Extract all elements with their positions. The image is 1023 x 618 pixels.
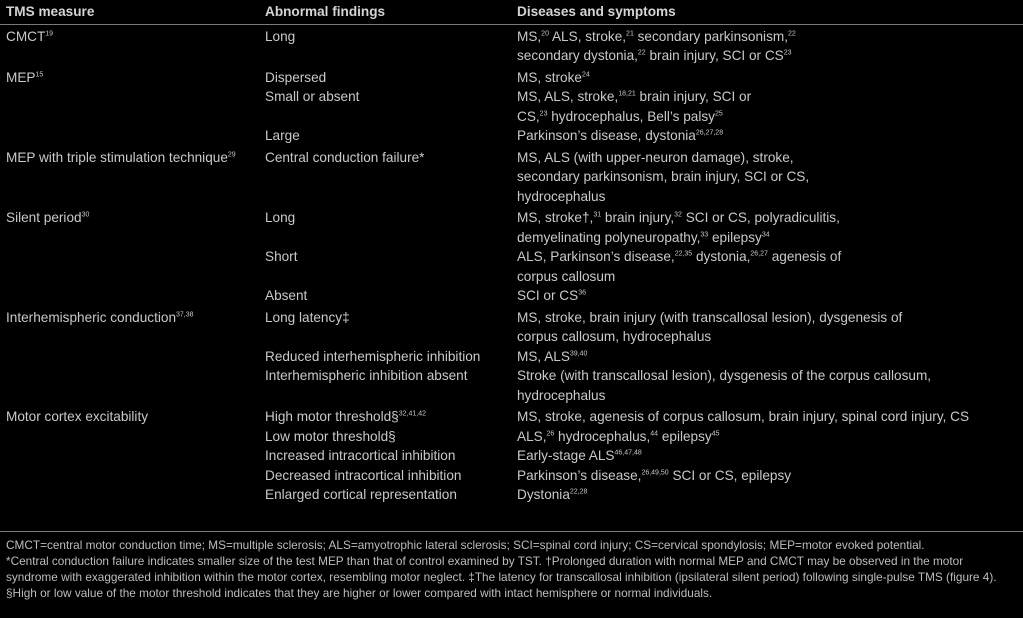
reference-superscript: 23 [539, 109, 548, 117]
table-row [0, 247, 1023, 286]
header-divider [0, 24, 1023, 25]
disease-text: MS, stroke, agenesis of corpus callosum, brain injury, spinal cord injury, CS [517, 409, 970, 424]
disease-text: MS, ALS [517, 348, 570, 364]
abnormal-finding-label: Low motor threshold§ [265, 428, 396, 444]
abnormal-finding-label: Central conduction failure* [265, 149, 425, 165]
disease-text: secondary dystonia, [517, 48, 638, 63]
abnormal-finding-cell [265, 66, 517, 88]
disease-text: ALS, [517, 428, 547, 444]
tms-measure-cell [0, 87, 265, 126]
diseases-cell [517, 446, 1023, 466]
abnormal-finding-label: Increased intracortical inhibition [265, 448, 456, 463]
reference-superscript: 31 [593, 211, 602, 219]
disease-text: SCI or CS [517, 288, 579, 303]
abnormal-finding-label: Long [265, 28, 296, 44]
diseases-cell [517, 25, 1023, 66]
table-row [0, 126, 1023, 146]
table-bottom-divider [0, 531, 1023, 532]
diseases-cell [517, 87, 1023, 126]
disease-text: MS, stroke†, [517, 210, 594, 225]
abnormal-finding-cell [265, 146, 517, 207]
table-row [0, 286, 1023, 306]
reference-superscript: 45 [711, 429, 720, 437]
tms-measure-cell [0, 366, 265, 405]
reference-superscript: 18,21 [618, 90, 636, 98]
reference-superscript: 22,28 [569, 488, 588, 496]
reference-superscript: 29 [227, 150, 236, 158]
table-row [0, 405, 1023, 427]
tms-measure-cell [0, 485, 265, 505]
abnormal-finding-label: Absent [265, 288, 308, 303]
table-row [0, 466, 1023, 486]
diseases-cell [517, 206, 1023, 247]
table-row [0, 446, 1023, 466]
disease-text: corpus callosum [517, 268, 616, 284]
diseases-cell [517, 366, 1023, 405]
reference-superscript: 26,49,50 [641, 468, 669, 476]
table-row [0, 427, 1023, 447]
reference-superscript: 33 [700, 230, 709, 238]
abnormal-finding-cell [265, 466, 517, 486]
disease-text: MS, ALS, stroke, [517, 89, 619, 104]
disease-text: hydrocephalus [517, 188, 606, 204]
table-body [0, 25, 1023, 505]
diseases-cell [517, 66, 1023, 88]
disease-text: brain injury, SCI or CS [645, 48, 784, 63]
abnormal-finding-cell [265, 446, 517, 466]
disease-text: brain injury, [601, 210, 675, 225]
abnormal-finding-label: Long latency‡ [265, 309, 350, 325]
abnormal-finding-label: High motor threshold§ [265, 409, 399, 424]
abnormal-finding-label: Large [265, 128, 300, 143]
table-row [0, 25, 1023, 66]
reference-superscript: 26 [546, 429, 555, 437]
abnormal-finding-cell [265, 87, 517, 126]
reference-superscript: 30 [81, 211, 90, 219]
tms-measure-cell [0, 306, 265, 347]
disease-text: Parkinson’s disease, [517, 467, 642, 483]
reference-superscript: 15 [35, 70, 44, 78]
reference-superscript: 36 [578, 289, 586, 297]
abnormal-finding-label: Reduced interhemispheric inhibition [265, 348, 481, 364]
tms-measure-label: MEP [6, 69, 36, 85]
tms-measure-cell [0, 66, 265, 88]
diseases-cell [517, 126, 1023, 146]
abnormal-finding-label: Dispersed [265, 69, 327, 85]
abnormal-finding-cell [265, 126, 517, 146]
disease-text: Parkinson’s disease, dystonia [517, 128, 696, 143]
tms-measure-cell [0, 126, 265, 146]
header-diseases-symptoms: Diseases and symptoms [517, 4, 676, 19]
table-header-row [0, 0, 1023, 25]
table-footnotes [6, 537, 1016, 601]
footnote-abbreviations: CMCT=central motor conduction time; MS=multiple sclerosis; ALS=amyotrophic lateral sclerosis; SCI=spinal cord injury; CS=cervical spondylosis; MEP=motor evoked potential. [6, 538, 925, 552]
disease-text: secondary parkinsonism, [633, 28, 788, 44]
header-tms-measure: TMS measure [6, 4, 95, 19]
tms-measure-cell [0, 25, 265, 66]
tms-measure-label: Motor cortex excitability [6, 409, 149, 424]
tms-measure-cell [0, 347, 265, 367]
tms-measure-cell [0, 405, 265, 427]
disease-text: SCI or CS, epilepsy [668, 467, 792, 483]
abnormal-finding-cell [265, 306, 517, 347]
disease-text: CS, [517, 108, 540, 124]
abnormal-finding-cell [265, 286, 517, 306]
diseases-cell [517, 427, 1023, 447]
disease-text: MS, ALS (with upper-neuron damage), stroke, [517, 149, 794, 165]
tms-measure-cell [0, 247, 265, 286]
table-row [0, 66, 1023, 88]
abnormal-finding-cell [265, 427, 517, 447]
disease-text: demyelinating polyneuropathy, [517, 229, 701, 245]
disease-text: secondary parkinsonism, brain injury, SCI or CS, [517, 169, 810, 184]
table-row [0, 146, 1023, 207]
abnormal-finding-cell [265, 366, 517, 405]
table-row [0, 347, 1023, 367]
disease-text: brain injury, SCI or [635, 89, 752, 104]
table-row [0, 206, 1023, 247]
reference-superscript: 21 [626, 29, 634, 37]
reference-superscript: 32,41,42 [398, 410, 426, 418]
disease-text: dystonia, [692, 249, 751, 264]
disease-text: MS, stroke [517, 69, 582, 85]
abnormal-finding-cell [265, 405, 517, 427]
diseases-cell [517, 306, 1023, 347]
disease-text: hydrocephalus [517, 387, 606, 403]
tms-measure-label: Interhemispheric conduction [6, 309, 177, 325]
abnormal-finding-cell [265, 347, 517, 367]
tms-measure-label: CMCT [6, 28, 46, 44]
abnormal-finding-label: Decreased intracortical inhibition [265, 467, 462, 483]
abnormal-finding-cell [265, 25, 517, 66]
reference-superscript: 46,47,48 [614, 449, 642, 457]
tms-measure-cell [0, 427, 265, 447]
abnormal-finding-label: Long [265, 210, 296, 225]
disease-text: epilepsy [658, 428, 712, 444]
disease-text: agenesis of [767, 249, 842, 264]
abnormal-finding-label: Small or absent [265, 89, 360, 104]
diseases-cell [517, 286, 1023, 306]
disease-text: MS, [517, 28, 542, 44]
reference-superscript: 32 [674, 211, 682, 219]
disease-text: ALS, Parkinson’s disease, [517, 249, 675, 264]
disease-text: hydrocephalus, [554, 428, 651, 444]
reference-superscript: 34 [761, 230, 770, 238]
reference-superscript: 39,40 [569, 349, 588, 357]
footnote-symbols: *Central conduction failure indicates smaller size of the test MEP than that of control examined by TST. †Prolonged duration with normal MEP and CMCT may be observed in the motor syndrome with exaggerated inhibition within the motor cortex, resembling motor neglect. ‡The latency for transcallosal inhibition (ipsilateral silent period) following single-pulse TMS (figure 4). §High or low value of the motor threshold indicates that they are higher or lower compared with intact hemisphere or normal individuals. [6, 554, 997, 600]
disease-text: SCI or CS, polyradiculitis, [681, 210, 840, 225]
tms-measure-cell [0, 286, 265, 306]
reference-superscript: 25 [714, 109, 723, 117]
reference-superscript: 44 [650, 429, 659, 437]
disease-text: epilepsy [708, 229, 762, 245]
disease-text: Stroke (with transcallosal lesion), dysgenesis of the corpus callosum, [517, 368, 932, 383]
reference-superscript: 20 [541, 29, 549, 37]
tms-measure-label: MEP with triple stimulation technique [6, 149, 228, 165]
diseases-cell [517, 485, 1023, 505]
abnormal-finding-cell [265, 247, 517, 286]
tms-measure-cell [0, 446, 265, 466]
reference-superscript: 22 [787, 29, 796, 37]
tms-measure-label: Silent period [6, 210, 82, 225]
reference-superscript: 26,27 [750, 250, 768, 258]
tms-measure-cell [0, 206, 265, 247]
disease-text: corpus callosum, hydrocephalus [517, 329, 712, 344]
diseases-cell [517, 466, 1023, 486]
tms-measure-cell [0, 466, 265, 486]
table-row [0, 485, 1023, 505]
reference-superscript: 23 [783, 49, 792, 57]
reference-superscript: 26,27,28 [695, 129, 724, 137]
header-abnormal-findings: Abnormal findings [265, 4, 386, 19]
abnormal-finding-label: Enlarged cortical representation [265, 487, 457, 502]
reference-superscript: 19 [45, 29, 54, 37]
diseases-cell [517, 405, 1023, 427]
reference-superscript: 24 [581, 70, 590, 78]
disease-text: hydrocephalus, Bell’s palsy [547, 108, 715, 124]
disease-text: MS, stroke, brain injury (with transcallosal lesion), dysgenesis of [517, 309, 903, 325]
tms-measure-cell [0, 146, 265, 207]
diseases-cell [517, 347, 1023, 367]
reference-superscript: 37,38 [176, 310, 194, 318]
abnormal-finding-label: Short [265, 249, 298, 264]
disease-text: Dystonia [517, 487, 570, 502]
reference-superscript: 22,35 [674, 250, 693, 258]
disease-text: ALS, stroke, [548, 28, 627, 44]
disease-text: Early-stage ALS [517, 448, 615, 463]
abnormal-finding-cell [265, 485, 517, 505]
reference-superscript: 22 [637, 49, 646, 57]
table-row [0, 366, 1023, 405]
diseases-cell [517, 247, 1023, 286]
abnormal-finding-label: Interhemispheric inhibition absent [265, 368, 468, 383]
diseases-cell [517, 146, 1023, 207]
table-row [0, 87, 1023, 126]
table-row [0, 306, 1023, 347]
abnormal-finding-cell [265, 206, 517, 247]
